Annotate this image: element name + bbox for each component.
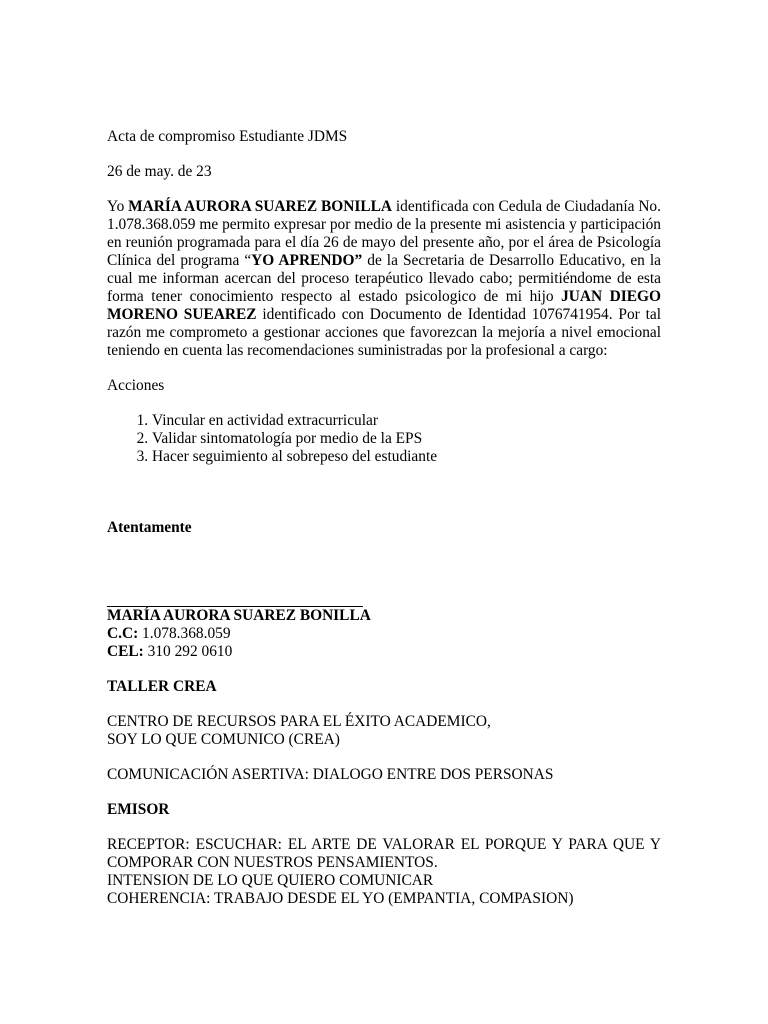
- signature-name: [107, 607, 661, 625]
- actions-list: [107, 412, 661, 466]
- parent-name: MARÍA AURORA SUAREZ BONILLA: [128, 198, 393, 215]
- body-text-2: identificada con Cedula de Ciudadanía No. 1.078.368.059 me permito expresar por medio de la presente mi asistencia y participación en reunión programada para el día 26 de mayo del presente año, por el área de Psicología Clínica del programa “: [107, 198, 661, 269]
- cel-label: CEL:: [107, 643, 144, 660]
- workshop-line-1: CENTRO DE RECURSOS PARA EL ÉXITO ACADEMICO,: [107, 713, 491, 730]
- document-content: [107, 128, 661, 908]
- body-text-4: identificado con Documento de Identidad 1076741954. Por tal razón me comprometo a gestionar acciones que favorezcan la mejoría a nivel emocional teniendo en cuenta las recomendaciones suministradas por la profesional a cargo:: [107, 306, 661, 359]
- receptor-text: RECEPTOR: ESCUCHAR: EL ARTE DE VALORAR EL PORQUE Y PARA QUE Y COMPORAR CON NUESTROS PENSAMIENTOS.: [107, 836, 661, 871]
- workshop-title-text: TALLER CREA: [107, 678, 217, 695]
- program-name: YO APRENDO”: [251, 252, 363, 269]
- action-item: 3. Hacer seguimiento al sobrepeso del estudiante: [152, 448, 661, 466]
- cc-value: 1.078.368.059: [138, 625, 231, 642]
- cc-label: C.C:: [107, 625, 139, 642]
- cel-value: 310 292 0610: [143, 643, 233, 660]
- closing-text: Atentamente: [107, 519, 192, 536]
- intension-text: INTENSION DE LO QUE QUIERO COMUNICAR: [107, 872, 434, 889]
- student-name: JUAN DIEGO MORENO SUEAREZ: [107, 288, 661, 323]
- actions-heading: Acciones: [107, 377, 165, 394]
- action-item: 2. Validar sintomatología por medio de la EPS: [152, 430, 661, 448]
- signature-cel: [107, 643, 661, 661]
- emisor-heading: [107, 801, 661, 819]
- assertive-communication: COMUNICACIÓN ASERTIVA: DIALOGO ENTRE DOS PERSONAS: [107, 766, 554, 783]
- signature-name-text: MARÍA AURORA SUAREZ BONILLA: [107, 607, 371, 624]
- document-date: 26 de may. de 23: [107, 163, 212, 180]
- signature-cc: [107, 625, 661, 643]
- coherencia-text: COHERENCIA: TRABAJO DESDE EL YO (EMPANTIA, COMPASION): [107, 890, 574, 907]
- commitment-paragraph: [107, 198, 661, 360]
- closing: [107, 519, 661, 537]
- workshop-title: [107, 678, 661, 696]
- body-text-3: de la Secretaria de Desarrollo Educativo, en la cual me informan acercan del proceso terapéutico llevado cabo; permitiéndome de esta forma tener conocimiento respecto al estado psicologico de mi hijo: [107, 252, 661, 305]
- action-item: 1. Vincular en actividad extracurricular: [152, 412, 661, 430]
- body-text-1: Yo: [107, 198, 129, 215]
- document-title: Acta de compromiso Estudiante JDMS: [107, 128, 348, 145]
- workshop-line-2: SOY LO QUE COMUNICO (CREA): [107, 731, 340, 748]
- emisor-text: EMISOR: [107, 801, 170, 818]
